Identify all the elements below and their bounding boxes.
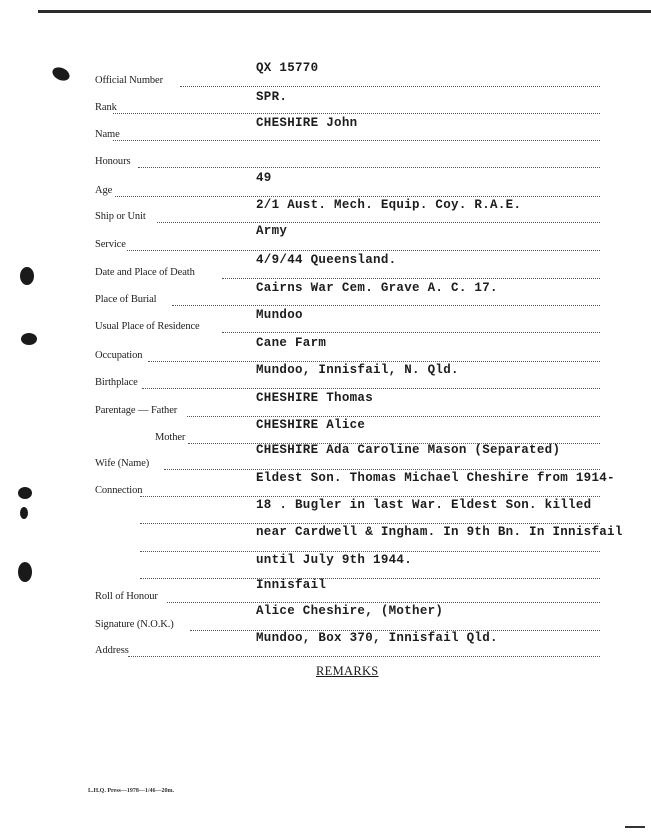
field-value: Mundoo, Innisfail, N. Qld. — [256, 363, 459, 377]
field-rule — [142, 388, 600, 389]
field-rule — [140, 578, 600, 579]
field-label: Birthplace — [95, 377, 138, 388]
field-label: Wife (Name) — [95, 458, 150, 469]
field-rule — [180, 86, 600, 87]
field-value: Eldest Son. Thomas Michael Cheshire from 1914- — [256, 471, 615, 485]
form-row-place-of-burial — [0, 281, 651, 315]
field-rule — [138, 167, 600, 168]
remarks-heading: REMARKS — [316, 664, 379, 678]
field-label: Age — [95, 185, 113, 196]
form-row-honours — [0, 151, 651, 177]
field-value: QX 15770 — [256, 61, 319, 75]
field-rule — [187, 416, 600, 417]
field-rule — [113, 140, 600, 141]
field-label: Signature (N.O.K.) — [95, 619, 174, 630]
field-value: SPR. — [256, 90, 288, 104]
field-value: Cairns War Cem. Grave A. C. 17. — [256, 281, 498, 295]
field-value: CHESHIRE Thomas — [256, 391, 374, 405]
field-rule — [172, 305, 600, 306]
field-value: Mundoo, Box 370, Innisfail Qld. — [256, 631, 498, 645]
field-label: Address — [95, 645, 129, 656]
field-label: Date and Place of Death — [95, 267, 195, 278]
field-rule — [222, 278, 600, 279]
form-row-ship-or-unit — [0, 198, 651, 232]
field-label: Ship or Unit — [95, 211, 146, 222]
field-value: CHESHIRE Alice — [256, 418, 366, 432]
field-value: Mundoo — [256, 308, 303, 322]
field-value: Army — [256, 224, 288, 238]
field-label: Usual Place of Residence — [95, 321, 200, 332]
field-label: Connection — [95, 485, 143, 496]
field-value: 18 . Bugler in last War. Eldest Son. killed — [256, 498, 592, 512]
field-rule — [148, 361, 600, 362]
corner-mark — [625, 826, 645, 828]
form-row-address — [0, 631, 651, 666]
field-rule — [222, 332, 600, 333]
field-rule — [140, 523, 600, 524]
field-label: Rank — [95, 102, 117, 113]
field-rule — [113, 113, 600, 114]
field-rule — [167, 602, 600, 603]
field-value: Innisfail — [256, 578, 327, 592]
form-row-official-number — [0, 61, 651, 96]
field-rule — [140, 496, 600, 497]
field-rule — [128, 656, 600, 657]
field-value: 2/1 Aust. Mech. Equip. Coy. R.A.E. — [256, 198, 522, 212]
field-value: until July 9th 1944. — [256, 553, 413, 567]
field-label: Place of Burial — [95, 294, 157, 305]
page-top-edge — [38, 10, 651, 13]
field-value: near Cardwell & Ingham. In 9th Bn. In Innisfail — [256, 525, 623, 539]
field-label: Service — [95, 239, 126, 250]
field-label: Official Number — [95, 75, 163, 86]
field-value: Cane Farm — [256, 336, 327, 350]
field-label: Name — [95, 129, 120, 140]
field-value: CHESHIRE Ada Caroline Mason (Separated) — [256, 443, 561, 457]
field-value: CHESHIRE John — [256, 116, 358, 130]
field-rule — [157, 222, 600, 223]
field-value: 4/9/44 Queensland. — [256, 253, 397, 267]
form-row-name — [0, 116, 651, 150]
field-rule — [164, 469, 600, 470]
printer-imprint: L.H.Q. Press—1978—1/46—20m. — [88, 788, 175, 794]
field-label: Roll of Honour — [95, 591, 158, 602]
field-rule — [127, 250, 600, 251]
field-label: Parentage — Father — [95, 405, 178, 416]
field-rule — [115, 196, 600, 197]
field-value: 49 — [256, 171, 272, 185]
field-rule — [140, 551, 600, 552]
field-value: Alice Cheshire, (Mother) — [256, 604, 444, 618]
field-label: Mother — [155, 432, 186, 443]
field-label: Honours — [95, 156, 131, 167]
field-label: Occupation — [95, 350, 143, 361]
